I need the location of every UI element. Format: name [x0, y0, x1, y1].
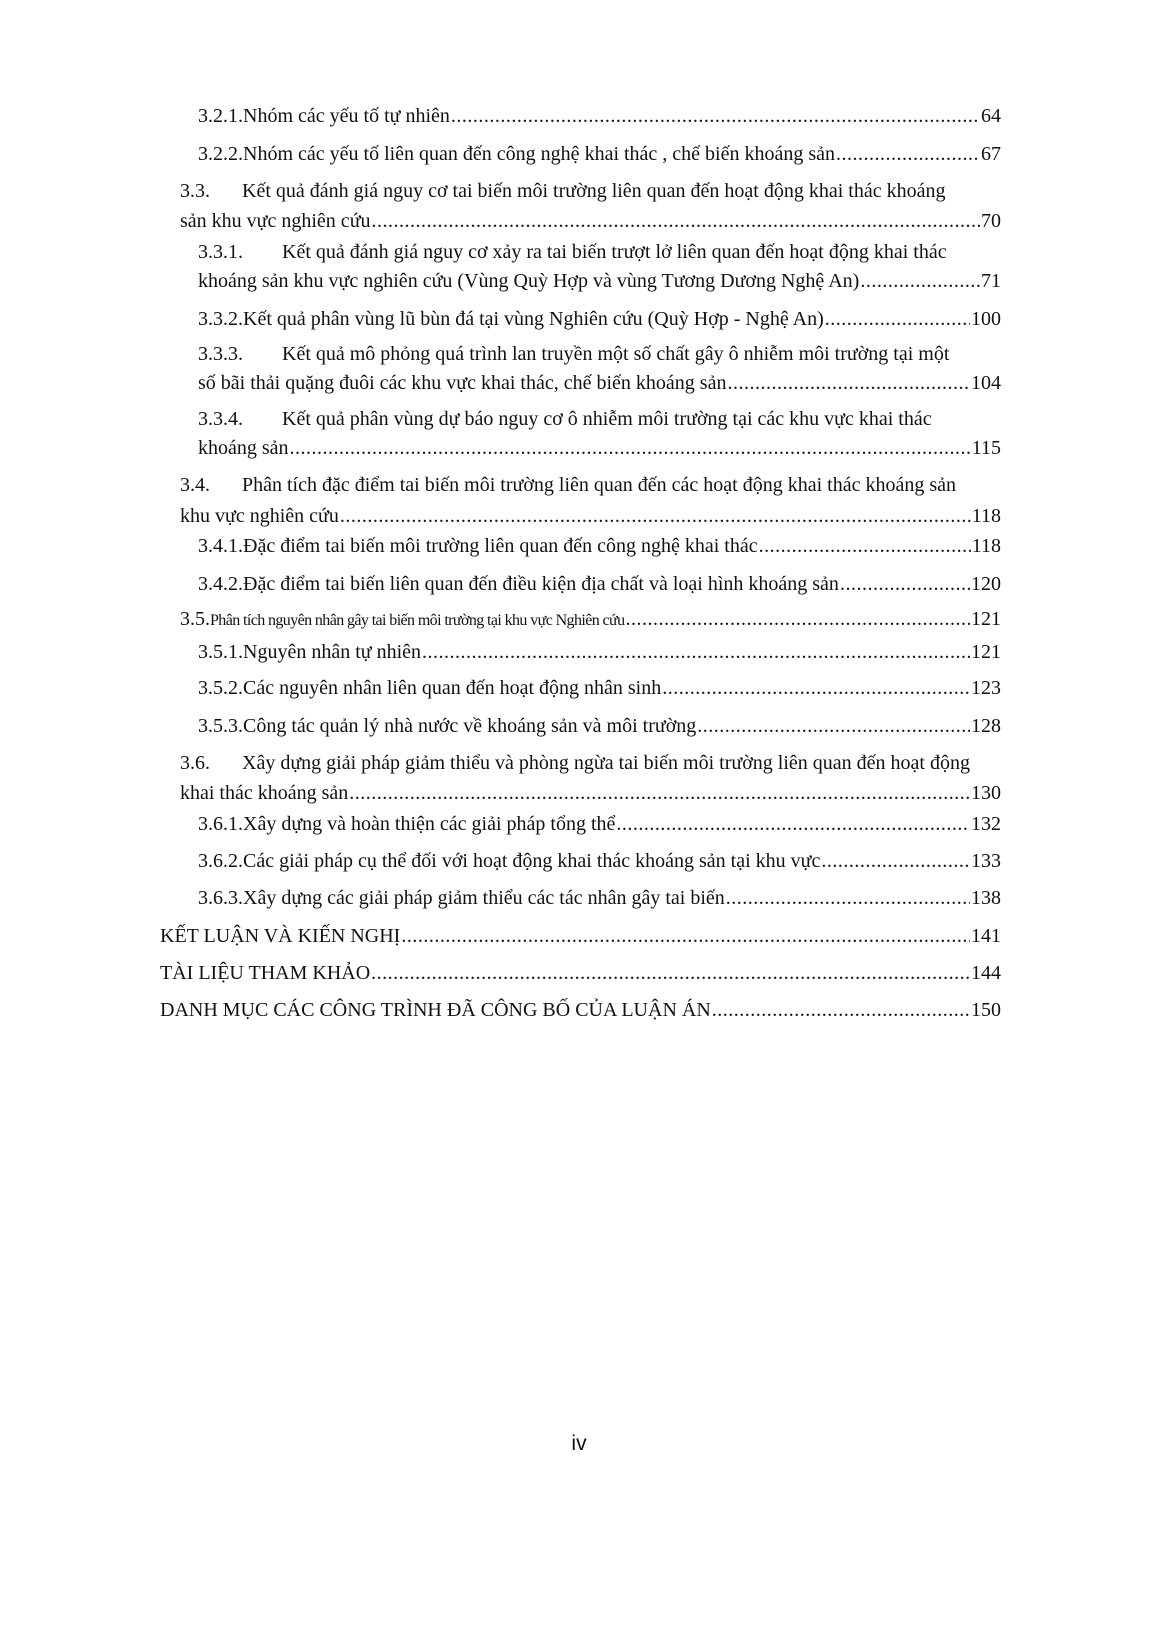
toc-entry-continuation[interactable]	[198, 437, 1001, 460]
toc-leader-dots	[401, 925, 970, 948]
toc-entry-number: 3.3.3.	[198, 343, 243, 365]
toc-entry-title-continued: khu vực nghiên cứu	[180, 505, 339, 527]
toc-entry-title: Kết quả đánh giá nguy cơ xảy ra tai biến trượt lở liên quan đến hoạt động khai thác	[282, 241, 947, 263]
toc-leader-dots	[726, 887, 970, 910]
toc-entry-first-line[interactable]	[180, 180, 946, 203]
toc-entry-title: Phân tích nguyên nhân gây tai biến môi trường tại khu vực Nghiên cứu	[210, 612, 625, 629]
toc-leader-dots	[662, 677, 970, 700]
toc-entry-title: Nhóm các yếu tố tự nhiên	[243, 105, 450, 127]
toc-entry-title: Xây dựng và hoàn thiện các giải pháp tổng thể	[243, 813, 616, 835]
toc-entry-title: Xây dựng các giải pháp giảm thiểu các tác nhân gây tai biến	[243, 887, 725, 909]
toc-leader-dots	[451, 105, 980, 128]
toc-leader-dots	[840, 573, 970, 596]
toc-entry[interactable]	[198, 887, 1001, 910]
toc-entry-number: 3.4.2.	[198, 573, 243, 595]
toc-entry-page: 71	[981, 270, 1001, 292]
toc-entry-first-line[interactable]	[180, 474, 956, 497]
toc-entry-title: Nguyên nhân tự nhiên	[243, 641, 422, 663]
toc-entry-title: Các nguyên nhân liên quan đến hoạt động nhân sinh	[243, 677, 662, 699]
toc-entry[interactable]	[160, 999, 1001, 1022]
toc-entry-number: 3.5.3.	[198, 715, 243, 737]
toc-entry-title: Nhóm các yếu tố liên quan đến công nghệ khai thác , chế biến khoáng sản	[243, 143, 836, 165]
toc-entry[interactable]	[180, 608, 1001, 631]
toc-leader-dots	[290, 437, 971, 460]
toc-entry[interactable]	[198, 641, 1001, 664]
toc-entry-page: 150	[971, 999, 1001, 1021]
toc-leader-dots	[759, 535, 971, 558]
toc-entry[interactable]	[198, 715, 1001, 738]
toc-entry-title-continued: khoáng sản	[198, 437, 289, 459]
toc-entry-number: 3.6.	[180, 752, 210, 774]
toc-entry-title: Các giải pháp cụ thể đối với hoạt động khai thác khoáng sản tại khu vực	[243, 850, 821, 872]
toc-entry-page: 121	[971, 608, 1001, 630]
toc-entry-page: 141	[971, 925, 1001, 947]
toc-entry[interactable]	[198, 677, 1001, 700]
toc-leader-dots	[625, 608, 970, 631]
toc-entry-number: 3.2.2.	[198, 143, 243, 165]
toc-entry-title-continued: số bãi thải quặng đuôi các khu vực khai thác, chế biến khoáng sản	[198, 372, 727, 394]
toc-entry-continuation[interactable]	[180, 782, 1001, 805]
toc-entry-title: Kết quả đánh giá nguy cơ tai biến môi trường liên quan đến hoạt động khai thác khoáng	[242, 180, 946, 202]
toc-entry-title: Kết quả phân vùng dự báo nguy cơ ô nhiễm môi trường tại các khu vực khai thác	[282, 408, 932, 430]
toc-entry-page: 121	[971, 641, 1001, 663]
toc-entry[interactable]	[160, 925, 1001, 948]
toc-entry-title: Kết quả phân vùng lũ bùn đá tại vùng Nghiên cứu (Quỳ Hợp - Nghệ An)	[243, 308, 824, 330]
toc-leader-dots	[697, 715, 970, 738]
toc-entry-title: DANH MỤC CÁC CÔNG TRÌNH ĐÃ CÔNG BỐ CỦA LUẬN ÁN	[160, 999, 711, 1021]
toc-leader-dots	[836, 143, 980, 166]
toc-entry-page: 132	[971, 813, 1001, 835]
toc-entry-page: 130	[971, 782, 1001, 804]
toc-entry-title: TÀI LIỆU THAM KHẢO	[160, 962, 371, 984]
toc-entry-first-line[interactable]	[180, 752, 970, 775]
toc-entry-title: Công tác quản lý nhà nước về khoáng sản và môi trường	[243, 715, 697, 737]
toc-entry-page: 133	[971, 850, 1001, 872]
toc-entry-page: 138	[971, 887, 1001, 909]
toc-entry[interactable]	[198, 813, 1001, 836]
toc-entry-number: 3.5.1.	[198, 641, 243, 663]
toc-entry-page: 70	[981, 210, 1001, 232]
toc-entry-number: 3.4.	[180, 474, 210, 496]
toc-entry-number: 3.2.1.	[198, 105, 243, 127]
toc-entry-title-continued: khai thác khoáng sản	[180, 782, 349, 804]
toc-leader-dots	[712, 999, 970, 1022]
toc-entry-page: 118	[971, 535, 1001, 557]
toc-entry-continuation[interactable]	[180, 210, 1001, 233]
toc-entry-page: 115	[971, 437, 1001, 459]
toc-entry-page: 104	[971, 372, 1001, 394]
toc-entry-number: 3.5.2.	[198, 677, 243, 699]
toc-entry-number: 3.4.1.	[198, 535, 243, 557]
toc-entry-number: 3.3.	[180, 180, 210, 202]
toc-entry-continuation[interactable]	[198, 372, 1001, 395]
toc-entry-number: 3.6.1.	[198, 813, 243, 835]
toc-entry-page: 64	[981, 105, 1001, 127]
toc-leader-dots	[821, 850, 970, 873]
toc-entry-first-line[interactable]	[198, 408, 932, 431]
toc-entry-page: 67	[981, 143, 1001, 165]
toc-entry-number: 3.5.	[180, 608, 210, 630]
toc-entry-title: Đặc điểm tai biến môi trường liên quan đến công nghệ khai thác	[243, 535, 758, 557]
toc-entry[interactable]	[198, 573, 1001, 596]
toc-entry-continuation[interactable]	[198, 270, 1001, 293]
toc-leader-dots	[727, 372, 970, 395]
toc-entry-title-continued: khoáng sản khu vực nghiên cứu (Vùng Quỳ Hợp và vùng Tương Dương Nghệ An)	[198, 270, 860, 292]
toc-entry-page: 120	[971, 573, 1001, 595]
toc-entry[interactable]	[198, 143, 1001, 166]
toc-entry-page: 100	[971, 308, 1001, 330]
toc-leader-dots	[349, 782, 970, 805]
toc-leader-dots	[340, 505, 971, 528]
toc-entry[interactable]	[198, 105, 1001, 128]
toc-entry-number: 3.3.1.	[198, 241, 243, 263]
toc-entry-title: Xây dựng giải pháp giảm thiểu và phòng ngừa tai biến môi trường liên quan đến hoạt động	[242, 752, 970, 774]
toc-leader-dots	[860, 270, 980, 293]
toc-entry-page: 144	[971, 962, 1001, 984]
toc-entry-number: 3.6.3.	[198, 887, 243, 909]
toc-entry-page: 128	[971, 715, 1001, 737]
toc-entry[interactable]	[198, 535, 1001, 558]
toc-entry-number: 3.3.4.	[198, 408, 243, 430]
toc-entry-number: 3.3.2.	[198, 308, 243, 330]
toc-leader-dots	[371, 962, 970, 985]
toc-entry-first-line[interactable]	[198, 241, 947, 264]
toc-entry[interactable]	[160, 962, 1001, 985]
toc-leader-dots	[422, 641, 970, 664]
toc-entry-page: 123	[971, 677, 1001, 699]
toc-leader-dots	[372, 210, 980, 233]
toc-entry-title: Phân tích đặc điểm tai biến môi trường liên quan đến các hoạt động khai thác khoáng sản	[242, 474, 956, 496]
toc-leader-dots	[616, 813, 970, 836]
page-number: iv	[571, 1432, 587, 1455]
toc-entry-continuation[interactable]	[180, 505, 1001, 528]
toc-entry[interactable]	[198, 308, 1001, 331]
toc-entry-title: Kết quả mô phỏng quá trình lan truyền một số chất gây ô nhiễm môi trường tại một	[282, 343, 950, 365]
toc-entry-title-continued: sản khu vực nghiên cứu	[180, 210, 371, 232]
toc-entry-page: 118	[971, 505, 1001, 527]
toc-leader-dots	[825, 308, 970, 331]
toc-entry-title: KẾT LUẬN VÀ KIẾN NGHỊ	[160, 925, 401, 947]
toc-entry-first-line[interactable]	[198, 343, 949, 366]
toc-entry-number: 3.6.2.	[198, 850, 243, 872]
toc-entry[interactable]	[198, 850, 1001, 873]
toc-entry-title: Đặc điểm tai biến liên quan đến điều kiện địa chất và loại hình khoáng sản	[243, 573, 839, 595]
